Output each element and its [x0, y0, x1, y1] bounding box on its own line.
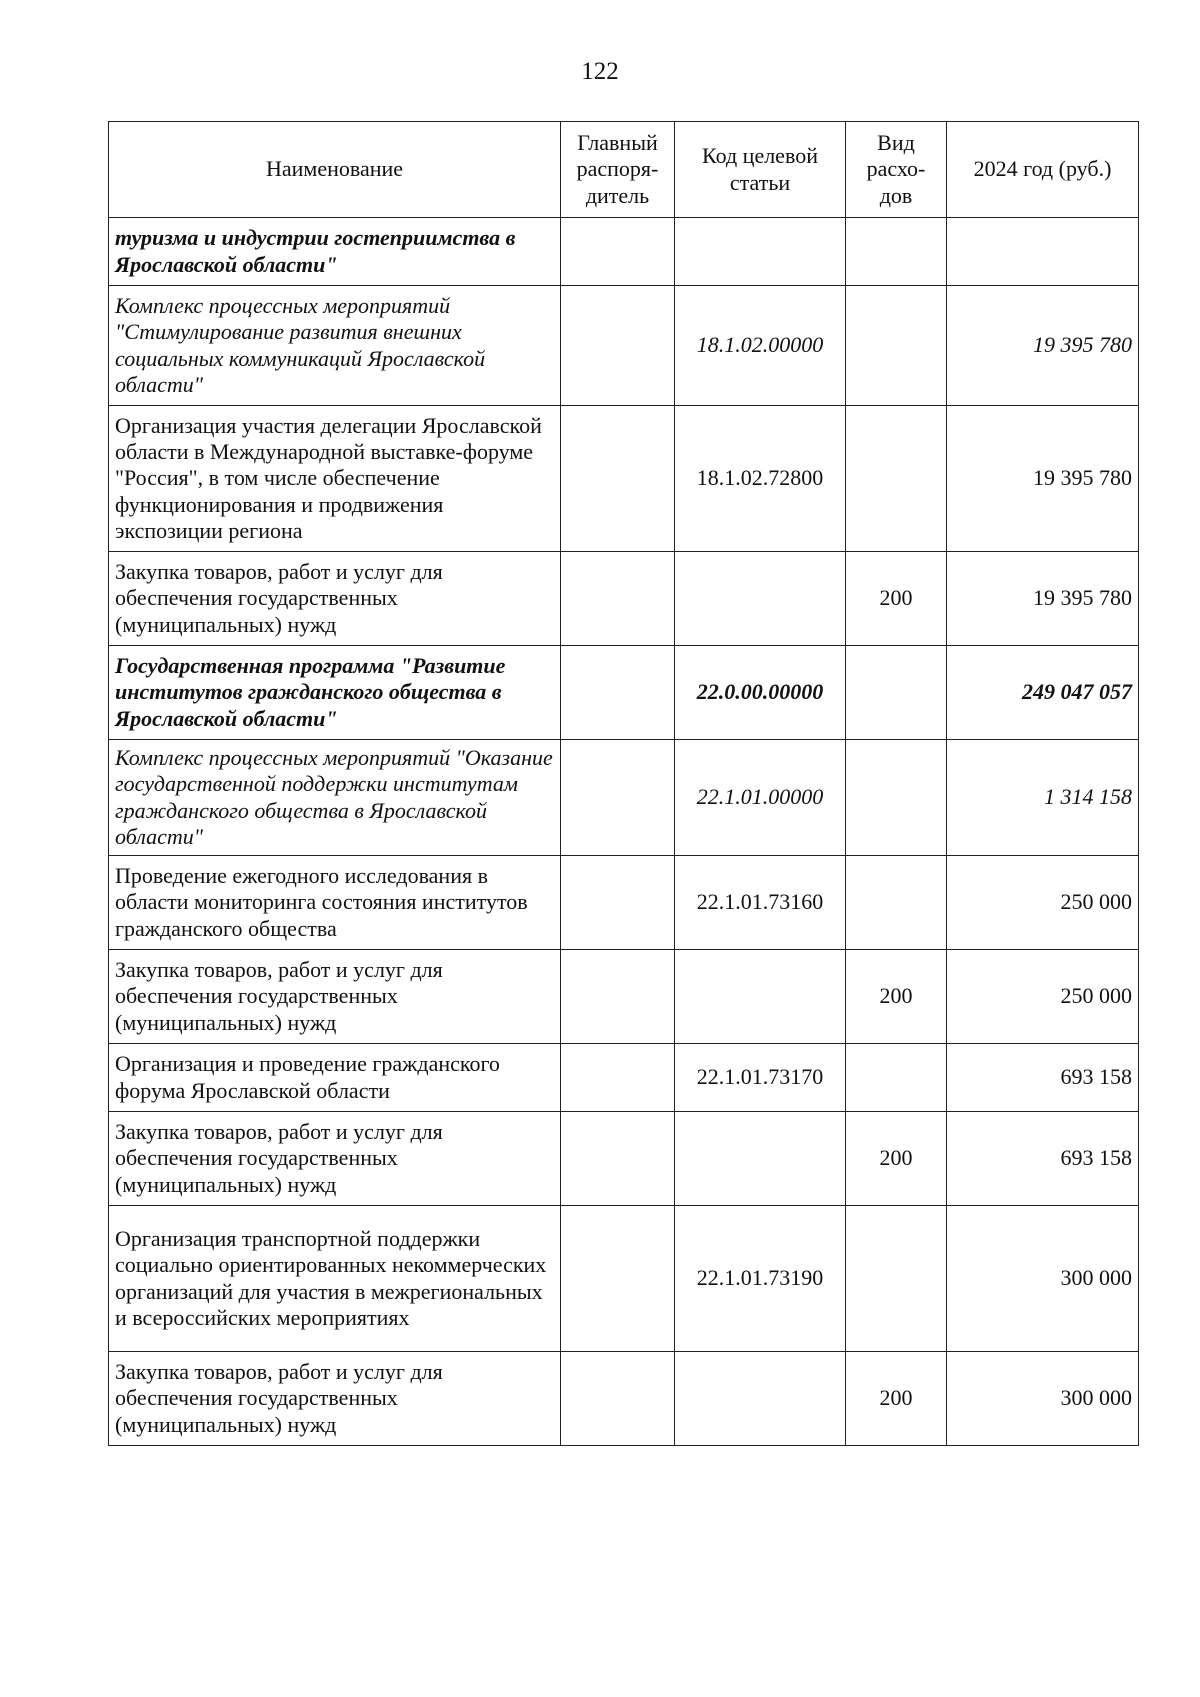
cell-code: 18.1.02.72800	[675, 406, 846, 552]
header-amount: 2024 год (руб.)	[947, 122, 1139, 218]
cell-type	[846, 1206, 947, 1352]
cell-code: 22.1.01.73190	[675, 1206, 846, 1352]
cell-name: Закупка товаров, работ и услуг для обеспечения государственных (муниципальных) нужд	[109, 950, 561, 1044]
table-row	[109, 218, 1139, 286]
cell-amount	[947, 218, 1139, 286]
cell-name: Комплекс процессных мероприятий "Стимулирование развития внешних социальных коммуникаций Ярославской области"	[109, 286, 561, 406]
cell-amount: 693 158	[947, 1112, 1139, 1206]
cell-code	[675, 1112, 846, 1206]
cell-type	[846, 646, 947, 740]
table-row	[109, 1112, 1139, 1206]
cell-name: Организация транспортной поддержки социально ориентированных некоммерческих организаций для участия в межрегиональных и всероссийских мероприятиях	[109, 1206, 561, 1352]
cell-type: 200	[846, 552, 947, 646]
cell-code: 22.1.01.73170	[675, 1044, 846, 1112]
cell-name: Закупка товаров, работ и услуг для обеспечения государственных (муниципальных) нужд	[109, 1352, 561, 1446]
cell-amount: 19 395 780	[947, 286, 1139, 406]
cell-type: 200	[846, 950, 947, 1044]
cell-name: Организация участия делегации Ярославской области в Международной выставке-форуме "Россия", в том числе обеспечение функционирования и продвижения экспозиции региона	[109, 406, 561, 552]
cell-code	[675, 950, 846, 1044]
cell-name: Организация и проведение гражданского форума Ярославской области	[109, 1044, 561, 1112]
cell-grbs	[561, 1352, 675, 1446]
cell-name: туризма и индустрии гостеприимства в Ярославской области"	[109, 218, 561, 286]
cell-name: Государственная программа "Развитие институтов гражданского общества в Ярославской области"	[109, 646, 561, 740]
cell-grbs	[561, 1206, 675, 1352]
table-row	[109, 1206, 1139, 1352]
cell-type	[846, 740, 947, 856]
cell-name: Комплекс процессных мероприятий "Оказание государственной поддержки институтам гражданского общества в Ярославской области"	[109, 740, 561, 856]
table-row	[109, 286, 1139, 406]
cell-amount: 250 000	[947, 856, 1139, 950]
cell-name: Закупка товаров, работ и услуг для обеспечения государственных (муниципальных) нужд	[109, 552, 561, 646]
cell-grbs	[561, 406, 675, 552]
cell-amount: 300 000	[947, 1206, 1139, 1352]
cell-grbs	[561, 950, 675, 1044]
cell-grbs	[561, 286, 675, 406]
table-row	[109, 646, 1139, 740]
cell-code	[675, 1352, 846, 1446]
cell-amount: 1 314 158	[947, 740, 1139, 856]
cell-type	[846, 286, 947, 406]
header-name: Наименование	[109, 122, 561, 218]
cell-amount: 249 047 057	[947, 646, 1139, 740]
cell-grbs	[561, 646, 675, 740]
cell-code: 22.0.00.00000	[675, 646, 846, 740]
table-row	[109, 950, 1139, 1044]
cell-grbs	[561, 552, 675, 646]
cell-amount: 19 395 780	[947, 406, 1139, 552]
cell-grbs	[561, 218, 675, 286]
table-row	[109, 740, 1139, 856]
cell-grbs	[561, 1112, 675, 1206]
cell-code	[675, 552, 846, 646]
table-row	[109, 552, 1139, 646]
header-code: Код целевой статьи	[675, 122, 846, 218]
cell-grbs	[561, 856, 675, 950]
table-row	[109, 1352, 1139, 1446]
cell-grbs	[561, 740, 675, 856]
table-row	[109, 856, 1139, 950]
cell-code: 22.1.01.00000	[675, 740, 846, 856]
table-row	[109, 1044, 1139, 1112]
cell-code: 22.1.01.73160	[675, 856, 846, 950]
cell-amount: 693 158	[947, 1044, 1139, 1112]
cell-code: 18.1.02.00000	[675, 286, 846, 406]
budget-table	[108, 121, 1139, 1446]
cell-amount: 300 000	[947, 1352, 1139, 1446]
cell-amount: 19 395 780	[947, 552, 1139, 646]
cell-type	[846, 1044, 947, 1112]
cell-type: 200	[846, 1352, 947, 1446]
cell-code	[675, 218, 846, 286]
cell-grbs	[561, 1044, 675, 1112]
cell-name: Проведение ежегодного исследования в области мониторинга состояния институтов гражданского общества	[109, 856, 561, 950]
page-number: 122	[581, 58, 619, 85]
cell-type	[846, 856, 947, 950]
table-row	[109, 406, 1139, 552]
cell-name: Закупка товаров, работ и услуг для обеспечения государственных (муниципальных) нужд	[109, 1112, 561, 1206]
cell-type: 200	[846, 1112, 947, 1206]
cell-amount: 250 000	[947, 950, 1139, 1044]
cell-type	[846, 406, 947, 552]
header-grbs: Главный распоря-дитель	[561, 122, 675, 218]
table-header-row	[109, 122, 1139, 218]
cell-type	[846, 218, 947, 286]
header-type: Вид расхо-дов	[846, 122, 947, 218]
